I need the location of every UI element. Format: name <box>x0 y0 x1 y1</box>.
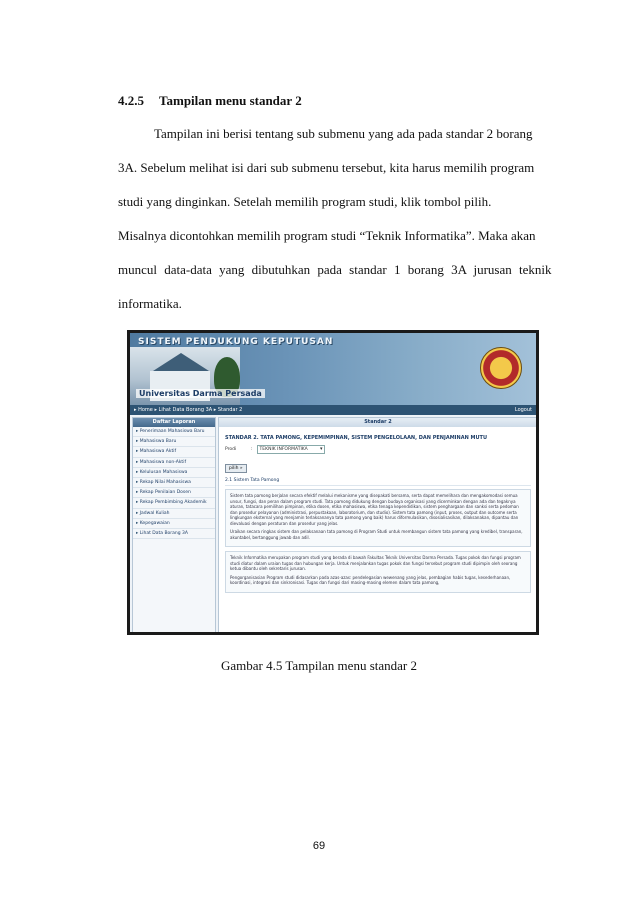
sidebar-item[interactable]: ▸ Mahasiswa Aktif <box>133 447 215 457</box>
main-title: Standar 2 <box>219 418 536 427</box>
banner-title: SISTEM PENDUKUNG KEPUTUSAN <box>138 337 334 347</box>
university-logo-icon <box>480 347 522 389</box>
section-title: Tampilan menu standar 2 <box>159 93 302 108</box>
answer-text: Pengorganisasian Program studi didasarkan pada azas-azas: pendelegasian wewenang yang jelas, pembagian habis tugas, kesederhanaan, koordinasi, integrasi dan sinkronisasi. Tugas dan fungsi dari masing-masing elemen dalam tata pamong, <box>230 574 511 585</box>
breadcrumb[interactable]: ▸ Home ▸ Lihat Data Borang 3A ▸ Standar 2 <box>134 407 243 413</box>
figure-caption: Gambar 4.5 Tampilan menu standar 2 <box>221 658 417 673</box>
prodi-label: Prodi <box>225 447 237 452</box>
subsection-title: 2.1 Sistem Tata Pamong <box>225 478 531 486</box>
paragraph-line: muncul data-data yang dibutuhkan pada standar 1 borang 3A jurusan teknik <box>118 262 552 277</box>
paragraph-text: Tampilan ini berisi tentang sub submenu yang ada pada standar 2 borang <box>154 126 533 141</box>
paragraph-line <box>154 126 544 142</box>
logout-link[interactable]: Logout <box>514 407 532 413</box>
pilih-button[interactable]: pilih » <box>225 464 247 473</box>
answer-box <box>225 551 531 593</box>
sidebar-item[interactable]: ▸ Kelulusan Mahasiswa <box>133 468 215 478</box>
screenshot-figure <box>127 330 539 635</box>
instruction-box <box>225 489 531 547</box>
university-name: Universitas Darma Persada <box>136 389 265 398</box>
sidebar-item[interactable]: ▸ Lihat Data Borang 3A <box>133 529 215 539</box>
sidebar-item[interactable]: ▸ Mahasiswa Baru <box>133 437 215 447</box>
prodi-select[interactable]: TEKNIK INFORMATIKA ▾ <box>257 445 325 454</box>
section-heading <box>118 93 302 109</box>
instruction-text: Uraikan secara ringkas sistem dan pelaksanaan tata pamong di Program Studi untuk membangun sistem tata pamong yang kredibel, transparan, akuntabel, bertanggung jawab dan adil. <box>230 529 523 540</box>
sidebar-item[interactable]: ▸ Rekap Penilaian Dosen <box>133 488 215 498</box>
main-heading: STANDAR 2. TATA PAMONG, KEPEMIMPINAN, SISTEM PENGELOLAAN, DAN PENJAMINAN MUTU <box>225 435 488 441</box>
instruction-text: Sistem tata pamong berjalan secara efektif melalui mekanisme yang disepakati bersama, serta dapat memelihara dan mengakomodasi semua unsur, fungsi, dan peran dalam program studi. Tata pamong didukung dengan budaya organisasi yang dicerminkan dengan ada dan tegaknya aturan, tatacara pemilihan pimpinan, etika dosen, etika mahasiswa, etika tenaga kependidikan, sistem penghargaan dan sanksi serta pedoman dan prosedur pelayanan (administrasi, perpustakaan, laboratorium, dan studio). Sistem tata pamong (input, proses, output dan outcome serta lingkungan eksternal yang menjamin terlaksananya tata pamong yang baik) harus diformulasikan, disosialisasikan, dilaksanakan, dipantau dan dievaluasi dengan peraturan dan prosedur yang jelas. <box>230 493 519 526</box>
paragraph-line: studi yang dinginkan. Setelah memilih program studi, klik tombol pilih. <box>118 194 492 209</box>
answer-text: Teknik Informatika merupakan program studi yang berada di bawah Fakultas Teknik Universitas Darma Persada. Tugas pokok dan fungsi program studi diatur dalam uraian tugas dan hubungan kerja. Untuk menjalankan tugas pokok dan fungsi tersebut program studi dipimpin oleh seorang ketua dibantu oleh sekretaris jurusan. <box>230 555 521 571</box>
sidebar-item[interactable]: ▸ Penerimaan Mahasiswa Baru <box>133 427 215 437</box>
prodi-row <box>225 445 531 454</box>
sidebar-item[interactable]: ▸ Mahasiswa non-Aktif <box>133 458 215 468</box>
sidebar-item[interactable]: ▸ Kepegawaian <box>133 519 215 529</box>
prodi-colon: : <box>251 447 253 452</box>
paragraph-line: 3A. Sebelum melihat isi dari sub submenu tersebut, kita harus memilih program <box>118 160 535 175</box>
sidebar <box>132 417 216 632</box>
app-banner <box>130 333 536 405</box>
sidebar-title: Daftar Laporan <box>133 418 215 427</box>
section-number: 4.2.5 <box>118 93 144 108</box>
paragraph-line: Misalnya dicontohkan memilih program studi “Teknik Informatika”. Maka akan <box>118 228 536 243</box>
sidebar-item[interactable]: ▸ Rekap Pembimbing Akademik <box>133 498 215 508</box>
sidebar-item[interactable]: ▸ Jadwal Kuliah <box>133 509 215 519</box>
main-panel <box>218 417 536 632</box>
nav-bar <box>130 405 536 415</box>
paragraph-line: informatika. <box>118 296 182 311</box>
page-number: 69 <box>312 840 326 852</box>
sidebar-item[interactable]: ▸ Rekap Nilai Mahasiswa <box>133 478 215 488</box>
